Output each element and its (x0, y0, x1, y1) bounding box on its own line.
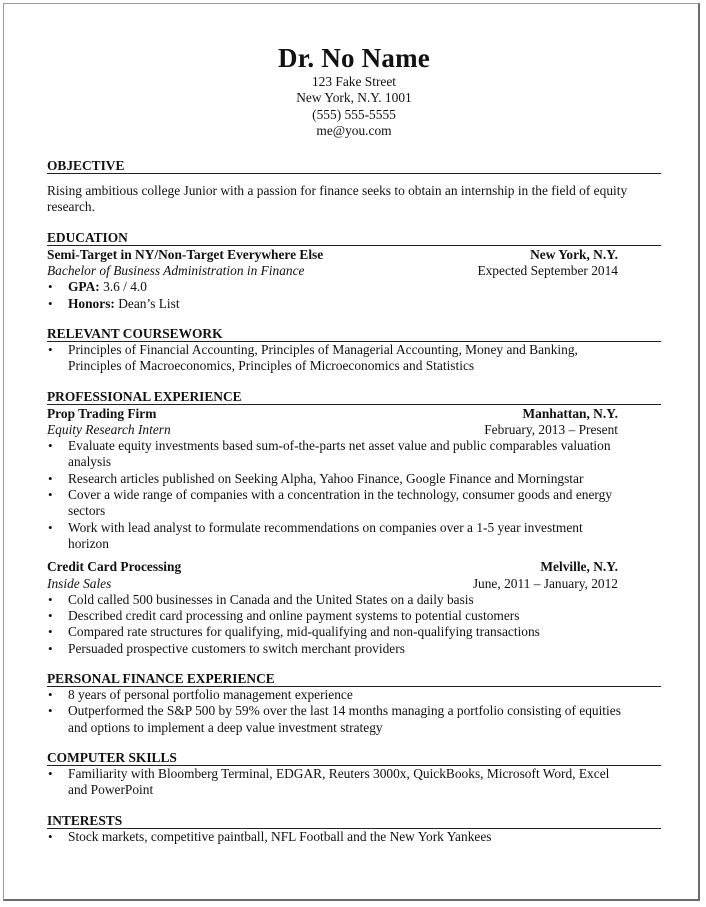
personal-finance-title: PERSONAL FINANCE EXPERIENCE (47, 671, 661, 687)
job-dates: February, 2013 – Present (484, 421, 618, 437)
coursework-list (47, 342, 661, 375)
list-item (47, 296, 661, 312)
experience-title: PROFESSIONAL EXPERIENCE (47, 389, 661, 405)
computer-skills-section (47, 750, 661, 799)
objective-title: OBJECTIVE (47, 158, 661, 174)
resume-page (47, 42, 661, 845)
personal-finance-list (47, 687, 661, 736)
job-location: Melville, N.Y. (540, 559, 618, 575)
school-name: Semi-Target in NY/Non-Target Everywhere Else (47, 246, 324, 262)
job-role-row (47, 422, 661, 438)
job-role: Inside Sales (47, 575, 112, 591)
list-item: • Compared rate structures for qualifying, mid-qualifying and non-qualifying transactions (47, 624, 661, 640)
email-address: me@you.com (316, 122, 392, 138)
education-section (47, 230, 661, 312)
job-role-row (47, 576, 661, 592)
job-role: Equity Research Intern (47, 421, 171, 437)
job-header-row (47, 559, 661, 575)
interests-list (47, 829, 661, 845)
education-title: EDUCATION (47, 230, 661, 246)
job-header-row (47, 405, 661, 422)
coursework-title: RELEVANT COURSEWORK (47, 326, 661, 342)
list-item: • 8 years of personal portfolio management experience (47, 687, 661, 703)
education-school-row (47, 246, 661, 263)
list-item: • Cover a wide range of companies with a concentration in the technology, consumer goods and energy sectors (47, 487, 661, 520)
list-item: • Cold called 500 businesses in Canada and the United States on a daily basis (47, 592, 661, 608)
gpa-label: GPA: (68, 279, 100, 295)
company-name: Credit Card Processing (47, 559, 182, 575)
job-bullets (47, 438, 661, 552)
gpa-value: 3.6 / 4.0 (99, 279, 147, 295)
address-street: 123 Fake Street (311, 74, 397, 89)
job-entry (47, 559, 661, 657)
list-item: • Work with lead analyst to formulate recommendations on companies over a 1-5 year investment horizon (47, 520, 661, 553)
list-item: • Described credit card processing and online payment systems to potential customers (47, 608, 661, 624)
list-item: • Evaluate equity investments based sum-of-the-parts net asset value and public comparables valuation analysis (47, 438, 661, 471)
experience-section (47, 389, 661, 657)
objective-text: Rising ambitious college Junior with a passion for finance seeks to obtain an internship in the field of equity research. (47, 183, 628, 215)
list-item: • Persuaded prospective customers to switch merchant providers (47, 641, 661, 657)
education-bullets (47, 279, 661, 312)
graduation-date: Expected September 2014 (477, 263, 618, 279)
list-item: • Research articles published on Seeking Alpha, Yahoo Finance, Google Finance and Morningstar (47, 471, 661, 487)
list-item: • Principles of Financial Accounting, Principles of Managerial Accounting, Money and Banking, Principles of Macroeconomics, Principles of Microeconomics and Statistics (47, 342, 661, 375)
school-location: New York, N.Y. (530, 246, 618, 262)
job-entry (47, 405, 661, 553)
honors-label: Honors: (68, 295, 115, 311)
education-degree-row (47, 263, 661, 279)
company-name: Prop Trading Firm (47, 405, 157, 421)
coursework-section (47, 326, 661, 375)
computer-skills-title: COMPUTER SKILLS (47, 750, 661, 766)
address-city: New York, N.Y. 1001 (296, 90, 412, 106)
list-item: • Outperformed the S&P 500 by 59% over the last 14 months managing a portfolio consisting of equities and options to implement a deep value investment strategy (47, 703, 661, 736)
personal-finance-section (47, 671, 661, 736)
phone-number: (555) 555-5555 (312, 106, 396, 122)
list-item: • Familiarity with Bloomberg Terminal, EDGAR, Reuters 3000x, QuickBooks, Microsoft Word, Excel and PowerPoint (47, 766, 661, 799)
job-location: Manhattan, N.Y. (522, 405, 618, 421)
computer-skills-list (47, 766, 661, 799)
list-item: • Stock markets, competitive paintball, NFL Football and the New York Yankees (47, 829, 661, 845)
list-item (47, 279, 661, 295)
objective-section (47, 158, 661, 216)
job-bullets (47, 592, 661, 657)
candidate-name: Dr. No Name (278, 43, 430, 73)
degree-name: Bachelor of Business Administration in Finance (47, 263, 305, 279)
interests-title: INTERESTS (47, 813, 661, 829)
job-dates: June, 2011 – January, 2012 (472, 575, 618, 591)
interests-section (47, 813, 661, 845)
honors-value: Dean’s List (114, 295, 180, 311)
